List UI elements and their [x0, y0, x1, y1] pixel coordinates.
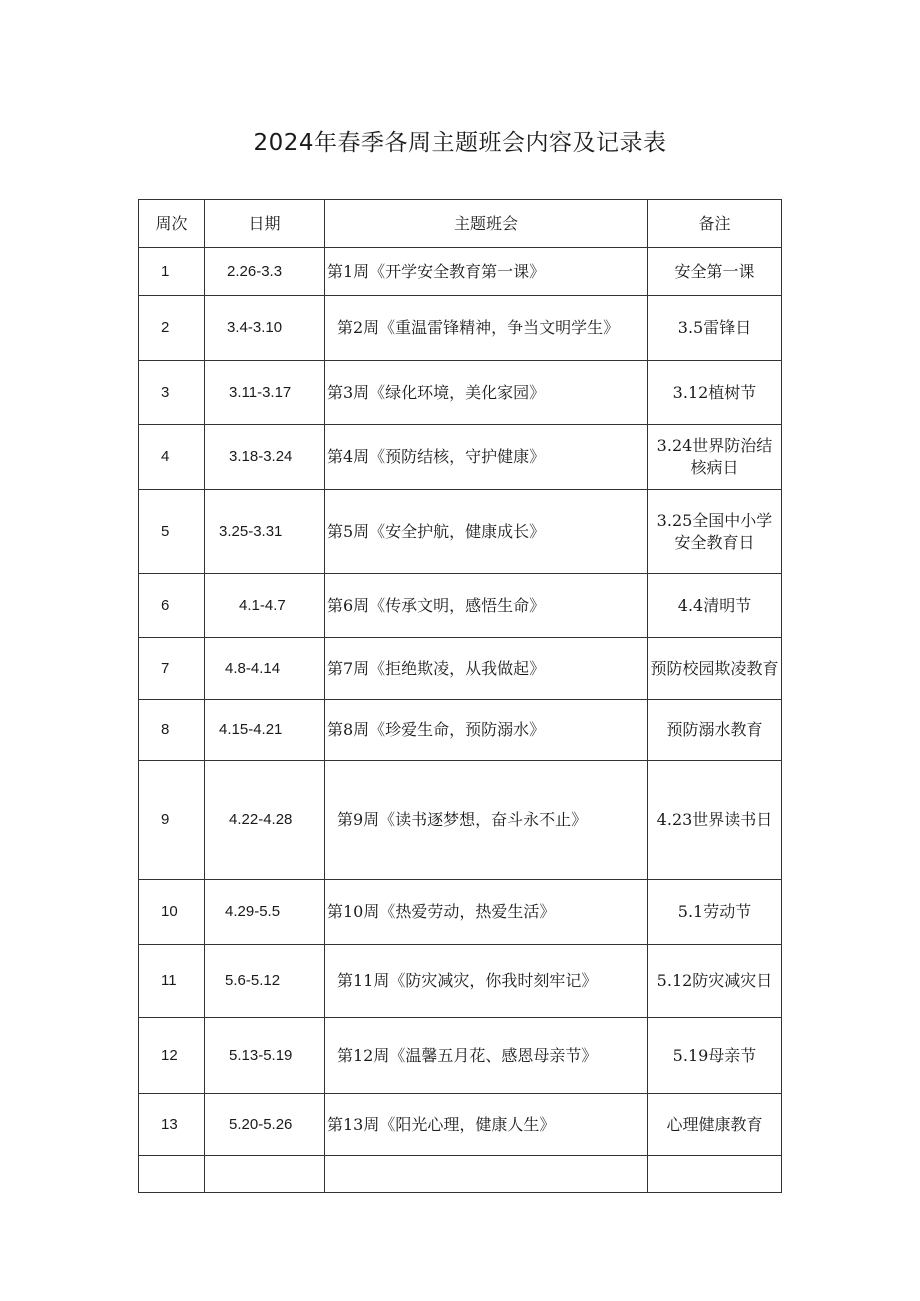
cell-note: 5.1劳动节	[648, 880, 782, 945]
cell-date: 4.8-4.14	[205, 638, 325, 700]
cell-theme: 第8周《珍爱生命，预防溺水》	[325, 700, 648, 761]
cell-week: 13	[139, 1094, 205, 1156]
table-row	[139, 1094, 782, 1156]
cell-theme: 第13周《阳光心理，健康人生》	[325, 1094, 648, 1156]
page-title: 2024年春季各周主题班会内容及记录表	[253, 130, 667, 156]
table-row	[139, 761, 782, 880]
cell-note: 安全第一课	[648, 248, 782, 296]
cell-date: 5.6-5.12	[205, 945, 325, 1018]
table-row	[139, 700, 782, 761]
header-theme: 主题班会	[325, 200, 648, 248]
cell-date: 4.22-4.28	[205, 761, 325, 880]
cell-theme: 第11周《防灾减灾，你我时刻牢记》	[325, 945, 648, 1018]
cell-week: 7	[139, 638, 205, 700]
header-note: 备注	[648, 200, 782, 248]
table-row	[139, 361, 782, 425]
cell-date: 4.1-4.7	[205, 574, 325, 638]
cell-note: 4.4清明节	[648, 574, 782, 638]
table-row-empty	[139, 1156, 782, 1193]
cell-week: 6	[139, 574, 205, 638]
table-row	[139, 638, 782, 700]
table-row	[139, 248, 782, 296]
table-row	[139, 490, 782, 574]
cell-week: 3	[139, 361, 205, 425]
cell-theme: 第10周《热爱劳动，热爱生活》	[325, 880, 648, 945]
cell-theme: 第3周《绿化环境，美化家园》	[325, 361, 648, 425]
cell-week: 10	[139, 880, 205, 945]
cell-theme: 第7周《拒绝欺凌，从我做起》	[325, 638, 648, 700]
header-week: 周次	[139, 200, 205, 248]
cell-theme	[325, 1156, 648, 1193]
table-row	[139, 1018, 782, 1094]
cell-date: 5.13-5.19	[205, 1018, 325, 1094]
cell-week: 4	[139, 425, 205, 490]
cell-note: 4.23世界读书日	[648, 761, 782, 880]
cell-theme: 第1周《开学安全教育第一课》	[325, 248, 648, 296]
cell-date: 3.11-3.17	[205, 361, 325, 425]
cell-week	[139, 1156, 205, 1193]
table-header-row	[139, 200, 782, 248]
cell-note: 预防溺水教育	[648, 700, 782, 761]
cell-theme: 第5周《安全护航，健康成长》	[325, 490, 648, 574]
table-row	[139, 945, 782, 1018]
cell-date: 3.4-3.10	[205, 296, 325, 361]
cell-note: 3.12植树节	[648, 361, 782, 425]
cell-week: 5	[139, 490, 205, 574]
cell-date: 3.25-3.31	[205, 490, 325, 574]
cell-note: 预防校园欺凌教育	[648, 638, 782, 700]
cell-theme: 第9周《读书逐梦想，奋斗永不止》	[325, 761, 648, 880]
header-date: 日期	[205, 200, 325, 248]
cell-date: 3.18-3.24	[205, 425, 325, 490]
cell-note: 5.12防灾减灾日	[648, 945, 782, 1018]
cell-note: 3.5雷锋日	[648, 296, 782, 361]
cell-theme: 第4周《预防结核，守护健康》	[325, 425, 648, 490]
cell-note: 3.24世界防治结核病日	[648, 425, 782, 490]
table-row	[139, 425, 782, 490]
cell-week: 2	[139, 296, 205, 361]
cell-week: 1	[139, 248, 205, 296]
cell-date: 4.29-5.5	[205, 880, 325, 945]
cell-note	[648, 1156, 782, 1193]
cell-theme: 第12周《温馨五月花、感恩母亲节》	[325, 1018, 648, 1094]
cell-theme: 第2周《重温雷锋精神，争当文明学生》	[325, 296, 648, 361]
cell-date: 4.15-4.21	[205, 700, 325, 761]
table-row	[139, 574, 782, 638]
cell-theme: 第6周《传承文明，感悟生命》	[325, 574, 648, 638]
cell-week: 11	[139, 945, 205, 1018]
cell-note: 心理健康教育	[648, 1094, 782, 1156]
cell-week: 12	[139, 1018, 205, 1094]
cell-week: 8	[139, 700, 205, 761]
cell-note: 5.19母亲节	[648, 1018, 782, 1094]
cell-date	[205, 1156, 325, 1193]
weekly-theme-table	[138, 199, 782, 1193]
cell-week: 9	[139, 761, 205, 880]
table-row	[139, 296, 782, 361]
cell-note: 3.25全国中小学安全教育日	[648, 490, 782, 574]
cell-date: 2.26-3.3	[205, 248, 325, 296]
table-row	[139, 880, 782, 945]
cell-date: 5.20-5.26	[205, 1094, 325, 1156]
